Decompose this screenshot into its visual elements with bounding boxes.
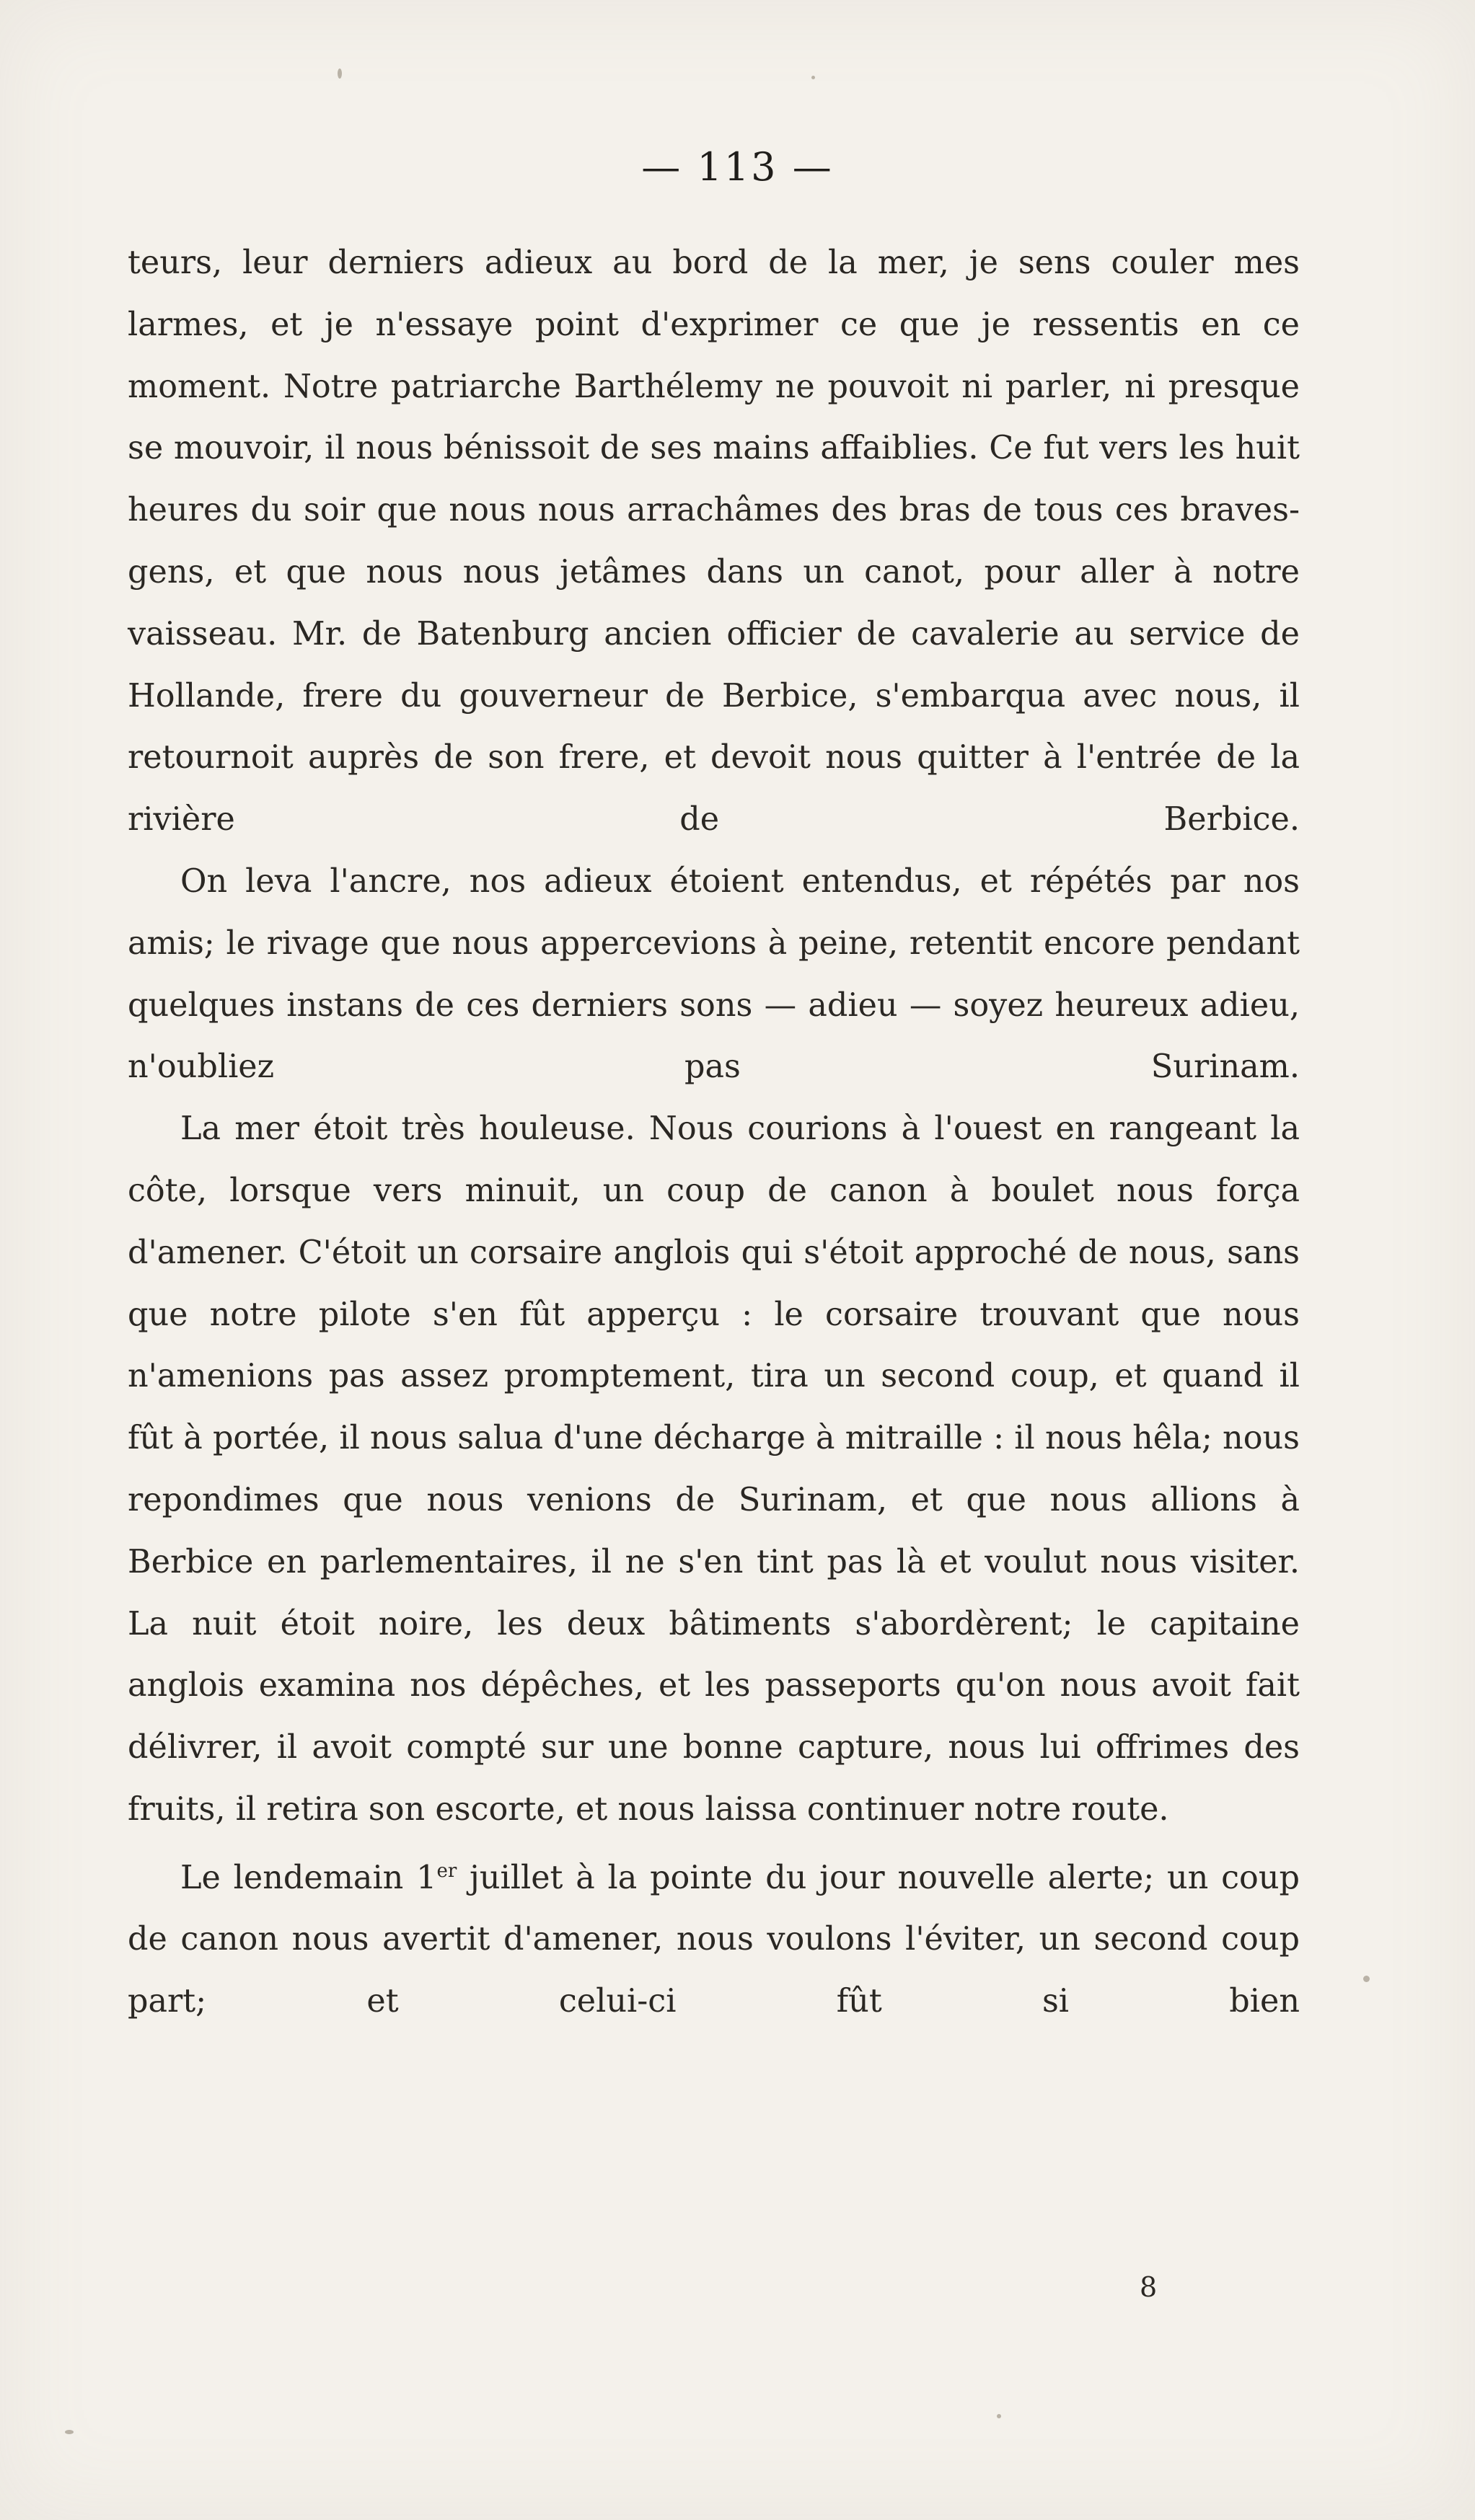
paragraph-3: La mer étoit très houleuse. Nous courions à l'ouest en rangeant la côte, lorsque vers minuit, un coup de canon à boulet nous força d'amener. C'étoit un corsaire anglois qui s'étoit approché de nous, sans que notre pilote s'en fût apperçu : le corsaire trouvant que nous n'amenions pas assez promptement, tira un second coup, et quand il fût à portée, il nous salua d'une décharge à mitraille : il nous hêla; nous repondimes que nous venions de Surinam, et que nous allions à Berbice en parlementaires, il ne s'en tint pas là et voulut nous visiter. La nuit étoit noire, les deux bâtiments s'abordèrent; le capitaine anglois examina nos dépêches, et les passeports qu'on nous avoit fait délivrer, il avoit compté sur une bonne capture, nous lui offrimes des fruits, il retira son escorte, et nous laissa continuer notre route. [128,1110,1300,1828]
ordinal-superscript: er [436,1860,457,1882]
paragraph-2: On leva l'ancre, nos adieux étoient entendus, et répétés par nos amis; le rivage que nous appercevions à peine, retentit encore pendant quelques instans de ces derniers sons — adieu — soyez heureux adieu, n'oubliez pas Surinam. [128,862,1300,1086]
body-text [128,232,1300,2033]
paper-speck [338,68,342,79]
paragraph-4 [128,1841,1300,2033]
paragraph-4-end: juillet à la pointe du jour nouvelle alerte; un coup de canon nous avertit d'amener, nous voulons l'éviter, un second coup part; et celui-ci fût si bien [128,1859,1300,2020]
paragraph-1: teurs, leur derniers adieux au bord de la mer, je sens couler mes larmes, et je n'essaye point d'exprimer ce que je ressentis en ce moment. Notre patriarche Barthélemy ne pouvoit ni parler, ni presque se mouvoir, il nous bénissoit de ses mains affaiblies. Ce fut vers les huit heures du soir que nous nous arrachâmes des bras de tous ces braves-gens, et que nous nous jetâmes dans un canot, pour aller à notre vaisseau. Mr. de Batenburg ancien officier de cavalerie au service de Hollande, frere du gouverneur de Berbice, s'embarqua avec nous, il retournoit auprès de son frere, et devoit nous quitter à l'entrée de la rivière de Berbice. [128,244,1300,839]
page-number-header: — 113 — [641,144,834,190]
paper-speck [1363,1976,1370,1982]
paper-speck [997,2414,1001,2418]
paragraph-4-start: Le lendemain 1 [180,1859,437,1896]
paper-speck [65,2430,74,2434]
paper-speck [811,76,815,79]
signature-mark: 8 [1140,2271,1158,2303]
